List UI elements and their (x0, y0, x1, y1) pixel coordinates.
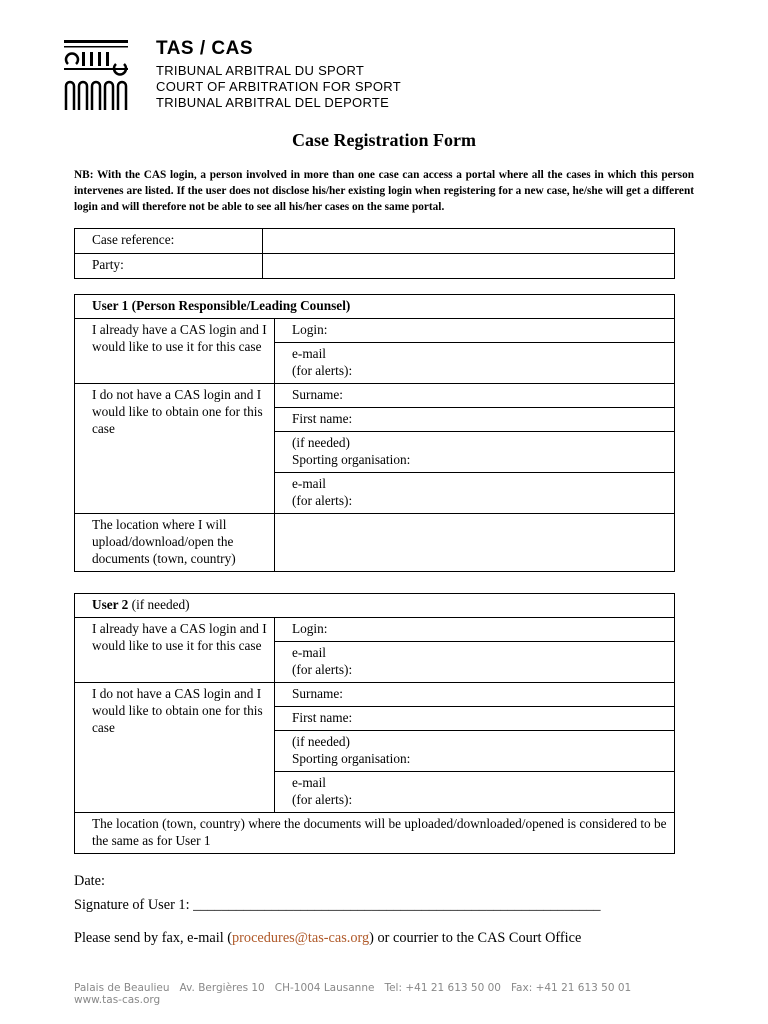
footer-address-1: Palais de Beaulieu (74, 982, 170, 994)
nb-notice: NB: With the CAS login, a person involved in more than one case can access a portal where all the cases in which this person intervenes are listed. If the user does not disclose his/her existing login when registering for a new case, he/she will get a different login and will therefore not be able to see all his/her cases on the same portal. (74, 169, 694, 213)
user2-email2-label: e-mail (292, 775, 326, 790)
user1-table (74, 294, 675, 572)
org-name: TAS / CAS (156, 38, 254, 59)
user2-firstname-field[interactable] (275, 707, 675, 731)
case-table (74, 228, 675, 279)
user1-email2-field[interactable] (275, 473, 675, 514)
user1-surname-field[interactable] (275, 384, 675, 408)
user1-email-label: e-mail (292, 346, 326, 361)
table-row (75, 229, 675, 254)
table-row (75, 384, 675, 408)
org-line-fr: TRIBUNAL ARBITRAL DU SPORT (156, 63, 365, 78)
user1-surname-label: Surname: (292, 387, 343, 402)
table-row (75, 594, 675, 618)
table-row (75, 618, 675, 642)
user1-if-needed-label: (if needed) (292, 435, 350, 450)
user1-email-field[interactable] (275, 343, 675, 384)
case-reference-field[interactable] (263, 229, 675, 254)
user1-email-label-2: (for alerts): (292, 363, 353, 378)
table-row (75, 683, 675, 707)
user1-have-login-label: I already have a CAS login and I would like to use it for this case (75, 319, 275, 384)
user2-no-login-label: I do not have a CAS login and I would like to obtain one for this case (75, 683, 275, 813)
signature-line: Signature of User 1: _________________________________________________________ (74, 897, 601, 913)
user2-login-label: Login: (292, 621, 328, 636)
user2-sporting-org-field[interactable] (275, 731, 675, 772)
user1-firstname-field[interactable] (275, 408, 675, 432)
user2-table (74, 593, 675, 854)
footer-tel: Tel: +41 21 613 50 00 (384, 982, 501, 994)
case-reference-label: Case reference: (75, 229, 263, 254)
table-row (75, 319, 675, 343)
user1-email2-label: e-mail (292, 476, 326, 491)
send-text-before: Please send by fax, e-mail ( (74, 930, 233, 946)
org-header (156, 38, 401, 111)
user1-heading: User 1 (Person Responsible/Leading Counsel) (92, 298, 351, 313)
footer-fax: Fax: +41 21 613 50 01 (510, 982, 632, 994)
table-row (75, 254, 675, 279)
form-title: Case Registration Form (292, 130, 476, 150)
user1-no-login-label: I do not have a CAS login and I would like to obtain one for this case (75, 384, 275, 514)
user2-sporting-org-label: Sporting organisation: (292, 751, 411, 766)
user1-email2-label-2: (for alerts): (292, 493, 353, 508)
user1-sporting-org-label: Sporting organisation: (292, 452, 411, 467)
user1-location-field[interactable] (275, 514, 675, 572)
user2-login-field[interactable] (275, 618, 675, 642)
user2-email2-field[interactable] (275, 772, 675, 813)
footer-address-2: Av. Bergières 10 (179, 982, 265, 994)
user2-firstname-label: First name: (292, 710, 353, 725)
user2-if-needed-label: (if needed) (292, 734, 350, 749)
procedures-email-link[interactable]: procedures@tas-cas.org (232, 930, 370, 946)
date-label: Date: (74, 873, 105, 889)
user2-email-label: e-mail (292, 645, 326, 660)
org-line-en: COURT OF ARBITRATION FOR SPORT (156, 79, 401, 94)
footer (74, 982, 641, 1006)
send-instructions (74, 930, 581, 947)
user2-location-note: The location (town, country) where the documents will be uploaded/downloaded/opened is considered to be the same as for User 1 (75, 813, 675, 854)
user2-surname-field[interactable] (275, 683, 675, 707)
user2-email-label-2: (for alerts): (292, 662, 353, 677)
party-field[interactable] (263, 254, 675, 279)
user2-email2-label-2: (for alerts): (292, 792, 353, 807)
user1-login-field[interactable] (275, 319, 675, 343)
user2-heading-note: (if needed) (128, 597, 190, 612)
footer-address-3: CH-1004 Lausanne (274, 982, 375, 994)
user2-have-login-label: I already have a CAS login and I would like to use it for this case (75, 618, 275, 683)
user2-surname-label: Surname: (292, 686, 343, 701)
tas-cas-logo (60, 38, 132, 112)
user1-firstname-label: First name: (292, 411, 353, 426)
footer-website[interactable]: www.tas-cas.org (74, 994, 161, 1006)
party-label: Party: (75, 254, 263, 279)
user1-login-label: Login: (292, 322, 328, 337)
user2-email-field[interactable] (275, 642, 675, 683)
org-line-es: TRIBUNAL ARBITRAL DEL DEPORTE (156, 95, 390, 110)
send-text-after: ) or courrier to the CAS Court Office (369, 930, 582, 946)
table-row (75, 295, 675, 319)
user1-location-label: The location where I will upload/download/open the documents (town, country) (75, 514, 275, 572)
user1-sporting-org-field[interactable] (275, 432, 675, 473)
table-row (75, 813, 675, 854)
table-row (75, 514, 675, 572)
user2-heading: User 2 (92, 597, 129, 612)
